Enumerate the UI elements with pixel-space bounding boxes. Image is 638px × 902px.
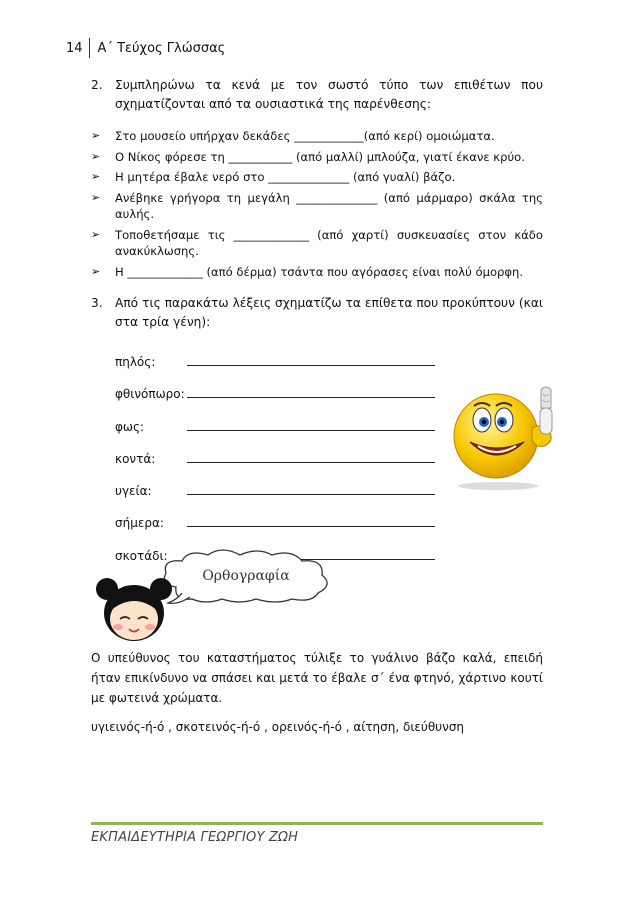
- exercise-2-items: [91, 128, 543, 284]
- spelling-cloud-label: Ορθογραφία: [202, 568, 290, 584]
- list-item: [91, 169, 543, 186]
- word-label: φως:: [115, 419, 145, 434]
- word-label: σήμερα:: [115, 516, 164, 531]
- arrowhead-bullet-icon: ➢: [91, 190, 101, 204]
- header-title: Α΄ Τεύχος Γλώσσας: [97, 40, 226, 56]
- word-label: κοντά:: [115, 451, 156, 466]
- answer-line: [187, 365, 435, 366]
- word-row: [115, 479, 435, 498]
- arrowhead-bullet-icon: ➢: [91, 170, 101, 183]
- girl-face-icon: [95, 575, 175, 645]
- word-label: φθινόπωρο:: [115, 387, 185, 402]
- sentence: Η _____________ (από δέρμα) τσάντα που αγόρασες είναι πολύ όμορφη.: [115, 264, 524, 279]
- exercise-2-instruction: [91, 76, 543, 114]
- smiley-lightbulb-icon: [440, 382, 580, 492]
- sentence: Ανέβηκε γρήγορα τη μεγάλη ______________ (από μάρμαρο) σκάλα της αυλής.: [115, 190, 543, 221]
- sentence: Ο Νίκος φόρεσε τη ___________ (από μαλλί) μπλούζα, γιατί έκανε κρύο.: [115, 149, 525, 164]
- list-item: [91, 264, 543, 281]
- exercise-3-instruction: [91, 294, 543, 332]
- arrowhead-bullet-icon: ➢: [91, 264, 101, 278]
- list-item: [91, 128, 543, 145]
- exercise-2-text: Συμπληρώνω τα κενά με τον σωστό τύπο των επιθέτων που σχηματίζονται από τα ουσιαστικά της παρένθεσης:: [115, 78, 543, 111]
- word-row: [115, 415, 435, 434]
- word-label: υγεία:: [115, 484, 152, 499]
- exercise-3-number: 3.: [91, 296, 103, 310]
- arrowhead-bullet-icon: ➢: [91, 149, 101, 163]
- arrowhead-bullet-icon: ➢: [91, 129, 101, 142]
- footer-divider: [91, 822, 543, 825]
- exercise-2-number: 2.: [91, 78, 103, 92]
- header-divider: [89, 38, 90, 58]
- spelling-word-list: υγιεινός-ή-ό , σκοτεινός-ή-ό , ορεινός-ή-ό , αίτηση, διεύθυνση: [91, 720, 465, 734]
- answer-line: [187, 494, 435, 495]
- word-row: [115, 350, 435, 369]
- answer-line: [187, 397, 435, 398]
- word-row: [115, 511, 435, 530]
- answer-line: [187, 526, 435, 527]
- page-header: [66, 38, 225, 58]
- list-item: [91, 149, 543, 166]
- sentence: Τοποθετήσαμε τις _____________ (από χαρτί) συσκευασίες στον κάδο ανακύκλωσης.: [115, 227, 543, 258]
- word-row: [115, 447, 435, 466]
- exercise-3-word-list: [115, 350, 435, 576]
- list-item: [91, 227, 543, 260]
- spelling-paragraph: Ο υπεύθυνος του καταστήματος τύλιξε το γυάλινο βάζο καλά, επειδή ήταν επικίνδυνο να σπάσει και μετά το έβαλε σ΄ ένα φτηνό, χάρτινο κουτί με φωτεινά χρώματα.: [91, 651, 543, 705]
- sentence: Η μητέρα έβαλε νερό στο ______________ (από γυαλί) βάζο.: [115, 170, 456, 184]
- list-item: [91, 190, 543, 223]
- word-label: σκοτάδι:: [115, 548, 168, 563]
- sentence: Στο μουσείο υπήρχαν δεκάδες ____________(από κερί) ομοιώματα.: [115, 129, 495, 143]
- word-row: [115, 382, 435, 401]
- exercise-3-text: Από τις παρακάτω λέξεις σχηματίζω τα επίθετα που προκύπτουν (και στα τρία γένη):: [115, 296, 543, 329]
- arrowhead-bullet-icon: ➢: [91, 227, 101, 241]
- answer-line: [187, 462, 435, 463]
- answer-line: [187, 430, 435, 431]
- footer-author: ΕΚΠΑΙΔΕΥΤΗΡΙΑ ΓΕΩΡΓΙΟΥ ΖΩΗ: [91, 830, 299, 845]
- word-label: πηλός:: [115, 355, 156, 369]
- page-number: 14: [66, 40, 83, 56]
